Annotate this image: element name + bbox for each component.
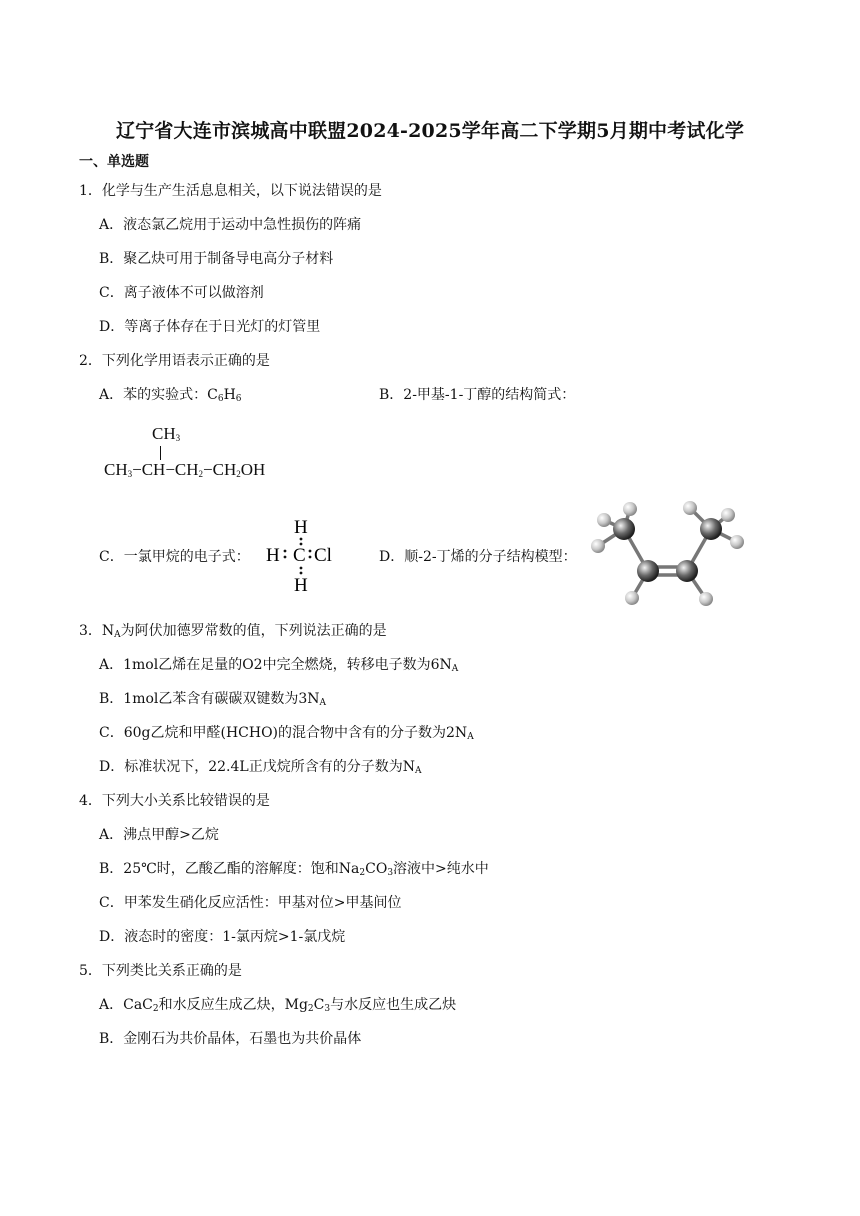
formula-main-chain: $CH_3-CH-CH_2-CH_2OH$ xyxy=(104,460,266,479)
question-4-option-d: D．液态时的密度：1-氯丙烷>1-氯戊烷 xyxy=(99,929,346,945)
question-3-option-a: A．1mol乙烯在足量的O2中完全燃烧，转移电子数为$6N_A$ xyxy=(99,657,459,674)
question-1-option-b: B．聚乙炔可用于制备导电高分子材料 xyxy=(99,251,334,267)
question-4-option-c: C．甲苯发生硝化反应活性：甲基对位>甲基间位 xyxy=(99,895,402,911)
question-2-option-b: B．2-甲基-1-丁醇的结构简式： xyxy=(379,387,576,403)
question-3-option-b: B．1mol乙苯含有碳碳双键数为$3N_A$ xyxy=(99,691,327,708)
svg-text:C: C xyxy=(293,545,306,566)
cis-2-butene-ball-stick-model xyxy=(584,496,754,612)
question-2-option-d: D．顺-2-丁烯的分子结构模型： xyxy=(379,549,577,565)
question-3-option-d: D．标准状况下，22.4L正戊烷所含有的分子数为$N_A$ xyxy=(99,759,422,776)
section-heading: 一、单选题 xyxy=(79,154,149,170)
question-4-option-b: B．25℃时，乙酸乙酯的溶解度：饱和$Na_2CO_3$溶液中>纯水中 xyxy=(99,861,489,878)
electron-dot-formula-chloromethane xyxy=(262,515,344,593)
page-title: 辽宁省大连市滨城高中联盟2024-2025学年高二下学期5月期中考试化学 xyxy=(115,120,745,142)
bond-line xyxy=(160,446,161,460)
question-3-option-c: C．60g乙烷和甲醛(HCHO)的混合物中含有的分子数为$2N_A$ xyxy=(99,725,474,742)
question-3-stem: 3．$N_A$为阿伏加德罗常数的值，下列说法正确的是 xyxy=(79,623,387,640)
svg-text:Cl: Cl xyxy=(314,545,332,566)
question-2-option-c: C．一氯甲烷的电子式： xyxy=(99,549,250,565)
svg-text:H: H xyxy=(294,517,308,538)
question-4-stem: 4．下列大小关系比较错误的是 xyxy=(79,793,270,809)
question-5-stem: 5．下列类比关系正确的是 xyxy=(79,963,242,979)
question-5-option-b: B．金刚石为共价晶体，石墨也为共价晶体 xyxy=(99,1031,362,1047)
structural-formula-2-methyl-1-butanol xyxy=(104,424,314,488)
question-1-stem: 1．化学与生产生活息息相关，以下说法错误的是 xyxy=(79,183,382,199)
svg-text:H: H xyxy=(294,575,308,593)
svg-text:H: H xyxy=(266,545,280,566)
question-1-option-a: A．液态氯乙烷用于运动中急性损伤的阵痛 xyxy=(99,217,362,233)
question-2-option-a: A．苯的实验式：$C_6H_6$ xyxy=(99,387,242,404)
question-4-option-a: A．沸点甲醇>乙烷 xyxy=(99,827,219,843)
question-1-option-c: C．离子液体不可以做溶剂 xyxy=(99,285,264,301)
question-5-option-a: A．CaC$_2$和水反应生成乙炔，$Mg_2C_3$与水反应也生成乙炔 xyxy=(99,997,457,1014)
question-1-option-d: D．等离子体存在于日光灯的灯管里 xyxy=(99,319,321,335)
formula-methyl-branch: $CH_3$ xyxy=(152,424,181,443)
question-2-stem: 2．下列化学用语表示正确的是 xyxy=(79,353,270,369)
